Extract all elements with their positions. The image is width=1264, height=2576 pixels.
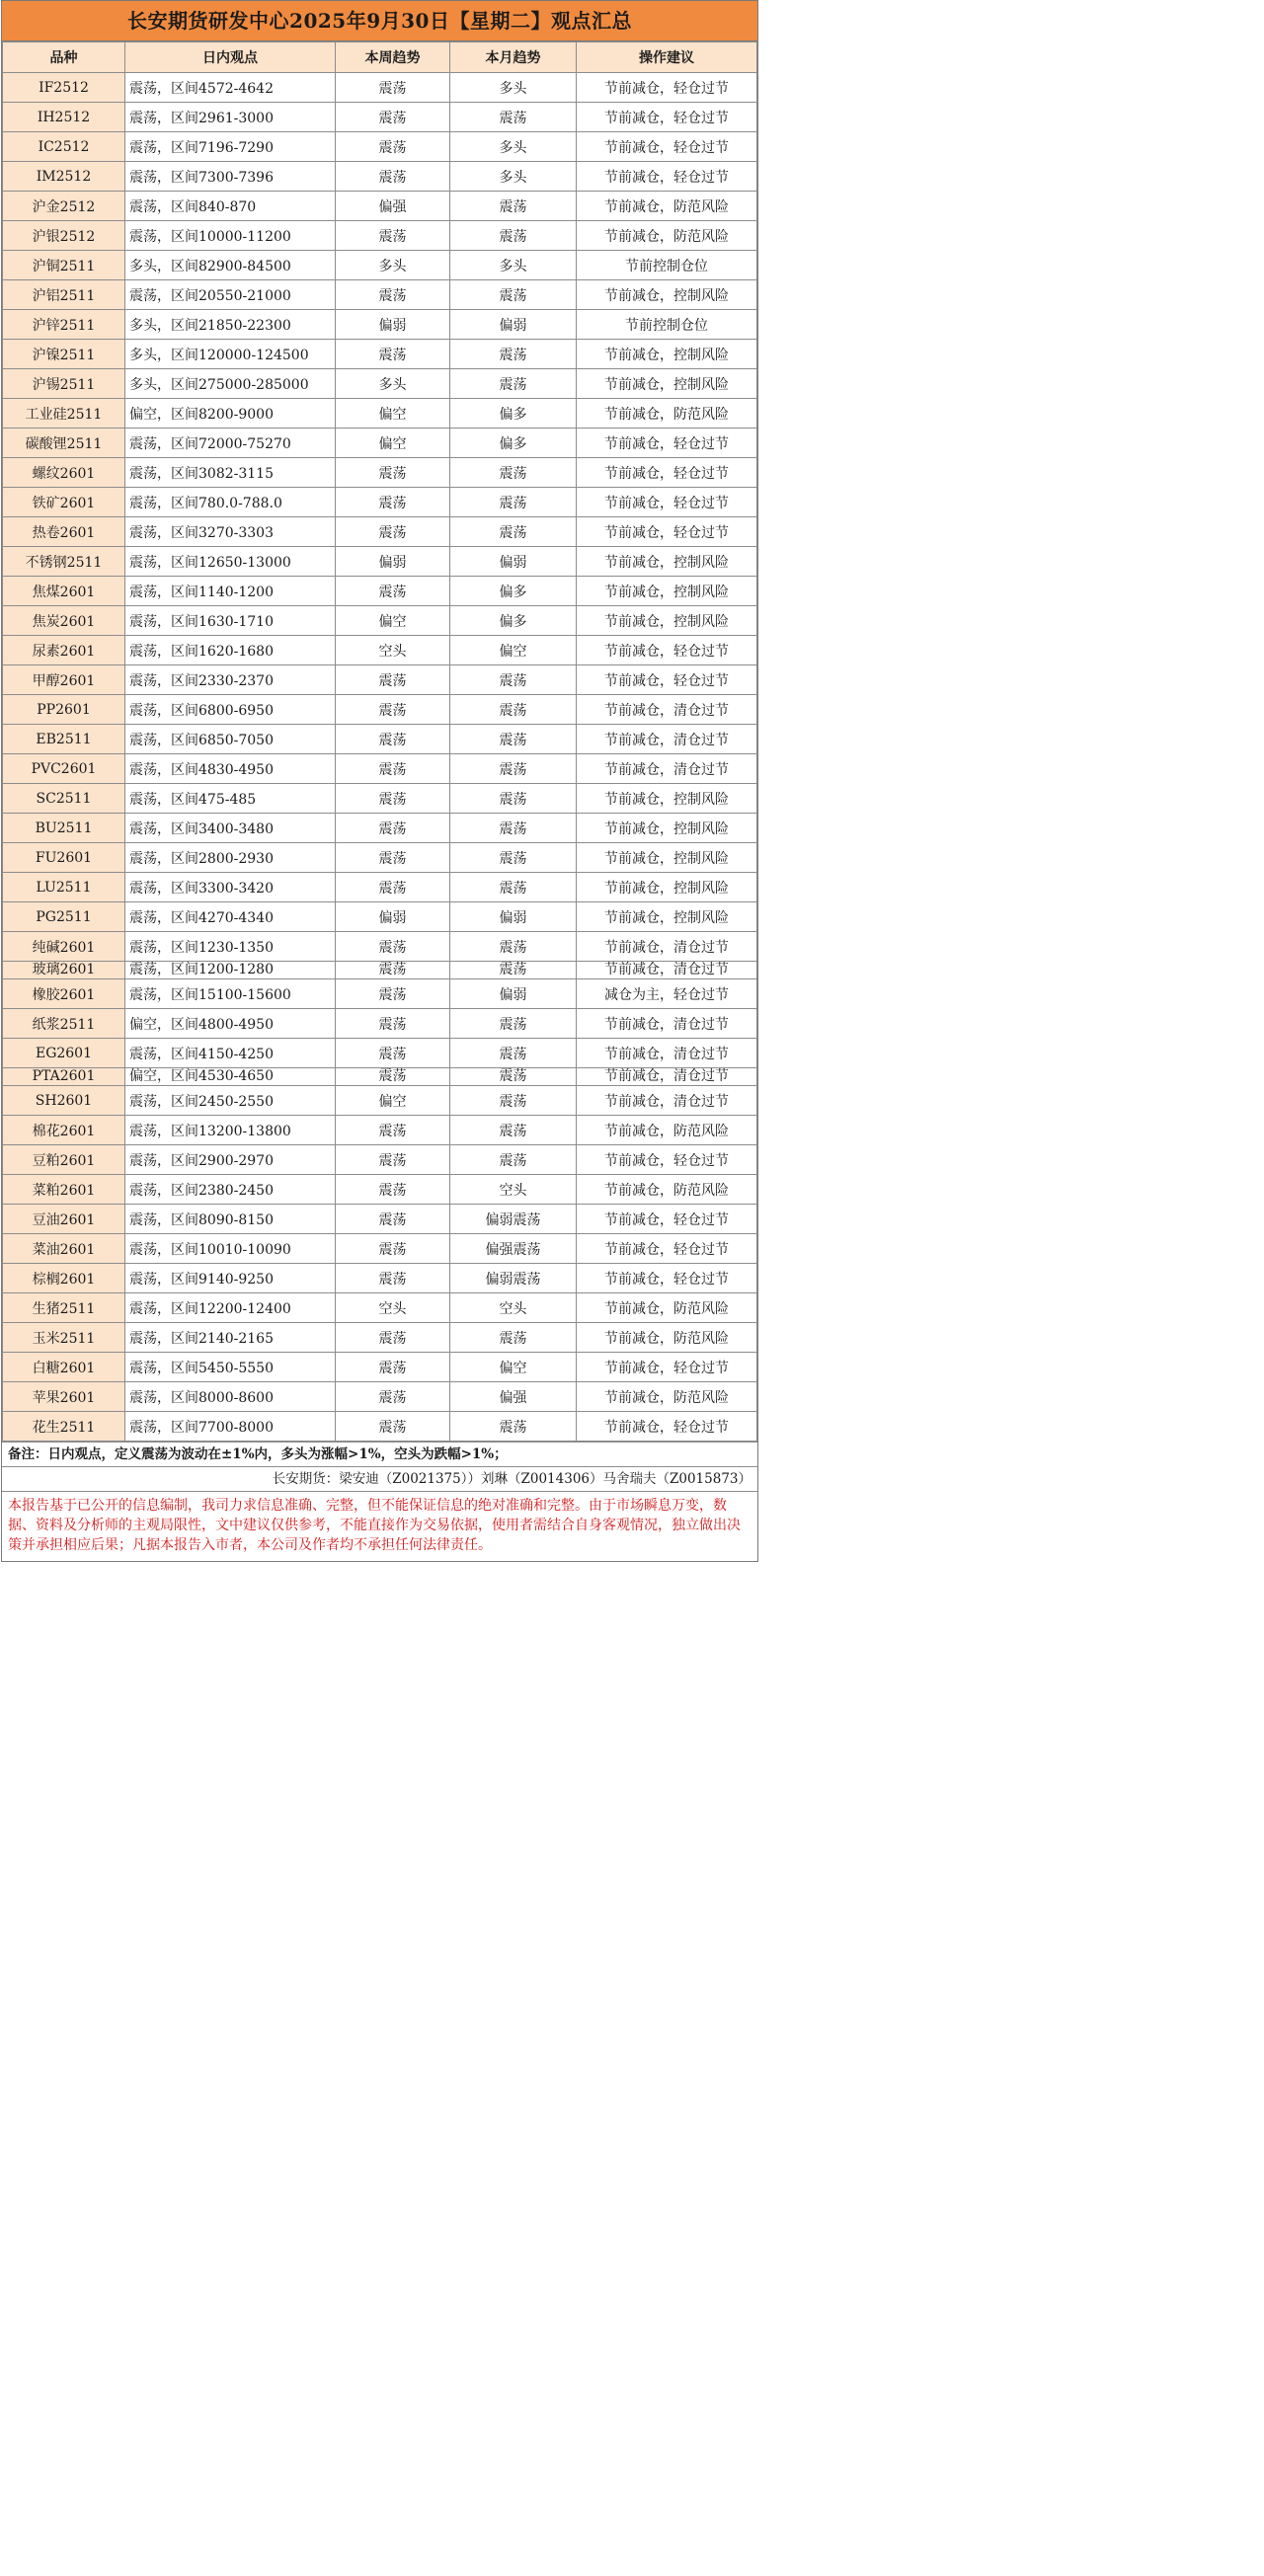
intraday-view-cell: 震荡，区间4150-4250 [125,1039,336,1068]
table-row [3,1116,757,1145]
table-row [3,1264,757,1293]
advice-cell: 节前减仓，清仓过节 [577,725,757,754]
advice-cell: 节前减仓，清仓过节 [577,695,757,725]
disclaimer: 本报告基于已公开的信息编制，我司力求信息准确、完整，但不能保证信息的绝对准确和完整。由于市场瞬息万变，数据、资料及分析师的主观局限性，文中建议仅供参考，不能直接作为交易依据，使用者需结合自身客观情况，独立做出决策并承担相应后果；凡据本报告入市者，本公司及作者均不承担任何法律责任。 [2,1491,757,1561]
footnote: 备注：日内观点，定义震荡为波动在±1%内，多头为涨幅>1%，空头为跌幅>1%； [2,1442,757,1466]
table-row [3,458,757,488]
week-trend-cell: 偏弱 [336,547,450,577]
intraday-view-cell: 多头，区间82900-84500 [125,251,336,280]
table-row [3,843,757,873]
intraday-view-cell: 震荡，区间1620-1680 [125,636,336,665]
variety-cell: EB2511 [3,725,125,754]
advice-cell: 节前减仓，防范风险 [577,221,757,251]
week-trend-cell: 震荡 [336,1175,450,1205]
week-trend-cell: 偏弱 [336,902,450,932]
table-row [3,606,757,636]
week-trend-cell: 多头 [336,369,450,399]
intraday-view-cell: 震荡，区间72000-75270 [125,429,336,458]
advice-cell: 节前减仓，控制风险 [577,814,757,843]
week-trend-cell: 震荡 [336,754,450,784]
week-trend-cell: 震荡 [336,932,450,962]
advice-cell: 节前减仓，控制风险 [577,873,757,902]
intraday-view-cell: 震荡，区间475-485 [125,784,336,814]
table-row [3,577,757,606]
advice-cell: 节前减仓，防范风险 [577,1382,757,1412]
intraday-view-cell: 震荡，区间6850-7050 [125,725,336,754]
month-trend-cell: 偏空 [450,1353,577,1382]
table-row [3,517,757,547]
table-row [3,962,757,979]
week-trend-cell: 震荡 [336,132,450,162]
table-row [3,1353,757,1382]
week-trend-cell: 震荡 [336,488,450,517]
variety-cell: IH2512 [3,103,125,132]
variety-cell: 热卷2601 [3,517,125,547]
intraday-view-cell: 震荡，区间20550-21000 [125,280,336,310]
table-row [3,162,757,192]
intraday-view-cell: 震荡，区间12650-13000 [125,547,336,577]
month-trend-cell: 震荡 [450,369,577,399]
week-trend-cell: 震荡 [336,1145,450,1175]
variety-cell: BU2511 [3,814,125,843]
intraday-view-cell: 震荡，区间10000-11200 [125,221,336,251]
week-trend-cell: 偏空 [336,399,450,429]
week-trend-cell: 震荡 [336,814,450,843]
month-trend-cell: 偏弱 [450,979,577,1009]
variety-cell: 棉花2601 [3,1116,125,1145]
intraday-view-cell: 震荡，区间8090-8150 [125,1205,336,1234]
variety-cell: 铁矿2601 [3,488,125,517]
month-trend-cell: 多头 [450,162,577,192]
week-trend-cell: 震荡 [336,962,450,979]
month-trend-cell: 震荡 [450,1323,577,1353]
variety-cell: PVC2601 [3,754,125,784]
advice-cell: 节前减仓，防范风险 [577,399,757,429]
week-trend-cell: 震荡 [336,73,450,103]
advice-cell: 节前减仓，控制风险 [577,280,757,310]
intraday-view-cell: 震荡，区间7196-7290 [125,132,336,162]
variety-cell: IM2512 [3,162,125,192]
week-trend-cell: 震荡 [336,162,450,192]
intraday-view-cell: 多头，区间21850-22300 [125,310,336,340]
advice-cell: 节前减仓，防范风险 [577,1175,757,1205]
month-trend-cell: 偏弱 [450,902,577,932]
variety-cell: 玻璃2601 [3,962,125,979]
month-trend-cell: 多头 [450,251,577,280]
month-trend-cell: 震荡 [450,814,577,843]
authors-line: 长安期货：梁安迪（Z0021375））刘琳（Z0014306）马舍瑞夫（Z0015873） [2,1466,757,1491]
intraday-view-cell: 震荡，区间4572-4642 [125,73,336,103]
outlook-table [2,41,757,1442]
week-trend-cell: 震荡 [336,1412,450,1442]
table-row [3,1068,757,1086]
month-trend-cell: 偏弱 [450,310,577,340]
variety-cell: 花生2511 [3,1412,125,1442]
table-row [3,103,757,132]
table-row [3,754,757,784]
header-variety: 品种 [3,42,125,73]
week-trend-cell: 震荡 [336,221,450,251]
month-trend-cell: 震荡 [450,873,577,902]
table-row [3,665,757,695]
intraday-view-cell: 震荡，区间2900-2970 [125,1145,336,1175]
advice-cell: 节前减仓，清仓过节 [577,1068,757,1086]
month-trend-cell: 偏弱震荡 [450,1205,577,1234]
variety-cell: 玉米2511 [3,1323,125,1353]
advice-cell: 节前减仓，轻仓过节 [577,132,757,162]
intraday-view-cell: 震荡，区间9140-9250 [125,1264,336,1293]
table-row [3,192,757,221]
advice-cell: 节前减仓，轻仓过节 [577,1264,757,1293]
intraday-view-cell: 偏空，区间4800-4950 [125,1009,336,1039]
table-row [3,695,757,725]
advice-cell: 节前减仓，防范风险 [577,1116,757,1145]
advice-cell: 节前减仓，控制风险 [577,784,757,814]
intraday-view-cell: 震荡，区间10010-10090 [125,1234,336,1264]
advice-cell: 节前减仓，控制风险 [577,902,757,932]
month-trend-cell: 震荡 [450,1009,577,1039]
variety-cell: IC2512 [3,132,125,162]
intraday-view-cell: 震荡，区间3270-3303 [125,517,336,547]
intraday-view-cell: 震荡，区间2961-3000 [125,103,336,132]
intraday-view-cell: 震荡，区间6800-6950 [125,695,336,725]
variety-cell: PP2601 [3,695,125,725]
week-trend-cell: 震荡 [336,340,450,369]
variety-cell: FU2601 [3,843,125,873]
variety-cell: 沪铜2511 [3,251,125,280]
advice-cell: 节前减仓，轻仓过节 [577,517,757,547]
advice-cell: 节前减仓，控制风险 [577,369,757,399]
table-row [3,399,757,429]
advice-cell: 节前减仓，轻仓过节 [577,665,757,695]
month-trend-cell: 空头 [450,1293,577,1323]
week-trend-cell: 震荡 [336,1039,450,1068]
week-trend-cell: 震荡 [336,725,450,754]
advice-cell: 节前减仓，清仓过节 [577,1039,757,1068]
header-intraday-view: 日内观点 [125,42,336,73]
variety-cell: EG2601 [3,1039,125,1068]
intraday-view-cell: 震荡，区间15100-15600 [125,979,336,1009]
advice-cell: 节前减仓，清仓过节 [577,962,757,979]
month-trend-cell: 震荡 [450,221,577,251]
variety-cell: 尿素2601 [3,636,125,665]
intraday-view-cell: 震荡，区间3082-3115 [125,458,336,488]
table-row [3,873,757,902]
advice-cell: 节前控制仓位 [577,251,757,280]
intraday-view-cell: 震荡，区间2800-2930 [125,843,336,873]
advice-cell: 节前减仓，控制风险 [577,577,757,606]
month-trend-cell: 震荡 [450,488,577,517]
variety-cell: 沪银2512 [3,221,125,251]
advice-cell: 节前减仓，清仓过节 [577,1086,757,1116]
month-trend-cell: 偏强 [450,1382,577,1412]
table-row [3,369,757,399]
month-trend-cell: 震荡 [450,932,577,962]
variety-cell: 菜油2601 [3,1234,125,1264]
intraday-view-cell: 震荡，区间2380-2450 [125,1175,336,1205]
week-trend-cell: 偏空 [336,1086,450,1116]
week-trend-cell: 震荡 [336,517,450,547]
advice-cell: 节前减仓，轻仓过节 [577,636,757,665]
table-row [3,1382,757,1412]
advice-cell: 节前减仓，轻仓过节 [577,1145,757,1175]
month-trend-cell: 震荡 [450,843,577,873]
advice-cell: 节前减仓，清仓过节 [577,932,757,962]
advice-cell: 节前减仓，清仓过节 [577,1009,757,1039]
intraday-view-cell: 震荡，区间2330-2370 [125,665,336,695]
advice-cell: 节前减仓，防范风险 [577,1293,757,1323]
month-trend-cell: 震荡 [450,1068,577,1086]
month-trend-cell: 多头 [450,132,577,162]
intraday-view-cell: 震荡，区间13200-13800 [125,1116,336,1145]
table-row [3,1086,757,1116]
table-row [3,1323,757,1353]
month-trend-cell: 震荡 [450,1145,577,1175]
week-trend-cell: 震荡 [336,1264,450,1293]
advice-cell: 节前控制仓位 [577,310,757,340]
advice-cell: 节前减仓，控制风险 [577,606,757,636]
advice-cell: 节前减仓，轻仓过节 [577,162,757,192]
table-row [3,310,757,340]
intraday-view-cell: 震荡，区间4270-4340 [125,902,336,932]
variety-cell: 白糖2601 [3,1353,125,1382]
month-trend-cell: 震荡 [450,280,577,310]
advice-cell: 节前减仓，轻仓过节 [577,1234,757,1264]
month-trend-cell: 震荡 [450,1039,577,1068]
intraday-view-cell: 震荡，区间7300-7396 [125,162,336,192]
intraday-view-cell: 震荡，区间7700-8000 [125,1412,336,1442]
intraday-view-cell: 震荡，区间5450-5550 [125,1353,336,1382]
variety-cell: 菜粕2601 [3,1175,125,1205]
week-trend-cell: 震荡 [336,979,450,1009]
month-trend-cell: 空头 [450,1175,577,1205]
advice-cell: 节前减仓，控制风险 [577,547,757,577]
week-trend-cell: 偏强 [336,192,450,221]
month-trend-cell: 震荡 [450,665,577,695]
table-body [3,73,757,1442]
week-trend-cell: 震荡 [336,103,450,132]
header-month-trend: 本月趋势 [450,42,577,73]
variety-cell: 不锈钢2511 [3,547,125,577]
table-row [3,902,757,932]
report-title: 长安期货研发中心2025年9月30日【星期二】观点汇总 [2,1,757,41]
intraday-view-cell: 震荡，区间3300-3420 [125,873,336,902]
advice-cell: 节前减仓，轻仓过节 [577,1353,757,1382]
table-header-row [3,42,757,73]
variety-cell: 棕榈2601 [3,1264,125,1293]
week-trend-cell: 偏空 [336,429,450,458]
intraday-view-cell: 多头，区间120000-124500 [125,340,336,369]
intraday-view-cell: 震荡，区间2140-2165 [125,1323,336,1353]
month-trend-cell: 震荡 [450,192,577,221]
advice-cell: 节前减仓，控制风险 [577,843,757,873]
month-trend-cell: 震荡 [450,725,577,754]
variety-cell: 工业硅2511 [3,399,125,429]
week-trend-cell: 震荡 [336,784,450,814]
table-row [3,814,757,843]
table-row [3,251,757,280]
advice-cell: 节前减仓，轻仓过节 [577,103,757,132]
table-row [3,636,757,665]
month-trend-cell: 多头 [450,73,577,103]
week-trend-cell: 震荡 [336,843,450,873]
month-trend-cell: 震荡 [450,1086,577,1116]
month-trend-cell: 震荡 [450,1412,577,1442]
table-row [3,488,757,517]
week-trend-cell: 震荡 [336,280,450,310]
report-sheet [1,0,758,1562]
table-row [3,547,757,577]
week-trend-cell: 震荡 [336,1234,450,1264]
variety-cell: 纯碱2601 [3,932,125,962]
table-row [3,340,757,369]
intraday-view-cell: 多头，区间275000-285000 [125,369,336,399]
week-trend-cell: 震荡 [336,1068,450,1086]
variety-cell: 橡胶2601 [3,979,125,1009]
header-advice: 操作建议 [577,42,757,73]
variety-cell: PTA2601 [3,1068,125,1086]
header-week-trend: 本周趋势 [336,42,450,73]
variety-cell: IF2512 [3,73,125,103]
month-trend-cell: 偏弱 [450,547,577,577]
table-row [3,1234,757,1264]
advice-cell: 节前减仓，轻仓过节 [577,1205,757,1234]
intraday-view-cell: 震荡，区间4830-4950 [125,754,336,784]
week-trend-cell: 偏弱 [336,310,450,340]
variety-cell: 豆粕2601 [3,1145,125,1175]
table-row [3,1175,757,1205]
week-trend-cell: 震荡 [336,1116,450,1145]
month-trend-cell: 偏强震荡 [450,1234,577,1264]
variety-cell: 焦炭2601 [3,606,125,636]
intraday-view-cell: 震荡，区间1230-1350 [125,932,336,962]
variety-cell: SC2511 [3,784,125,814]
table-row [3,429,757,458]
table-row [3,1009,757,1039]
month-trend-cell: 偏空 [450,636,577,665]
week-trend-cell: 震荡 [336,1353,450,1382]
week-trend-cell: 震荡 [336,577,450,606]
month-trend-cell: 震荡 [450,784,577,814]
intraday-view-cell: 震荡，区间8000-8600 [125,1382,336,1412]
advice-cell: 减仓为主，轻仓过节 [577,979,757,1009]
month-trend-cell: 偏弱震荡 [450,1264,577,1293]
week-trend-cell: 空头 [336,636,450,665]
table-row [3,221,757,251]
advice-cell: 节前减仓，轻仓过节 [577,488,757,517]
variety-cell: 苹果2601 [3,1382,125,1412]
advice-cell: 节前减仓，轻仓过节 [577,429,757,458]
variety-cell: SH2601 [3,1086,125,1116]
variety-cell: 沪金2512 [3,192,125,221]
variety-cell: 沪铝2511 [3,280,125,310]
table-row [3,132,757,162]
table-row [3,73,757,103]
variety-cell: 生猪2511 [3,1293,125,1323]
table-row [3,725,757,754]
variety-cell: 沪锌2511 [3,310,125,340]
week-trend-cell: 震荡 [336,695,450,725]
table-row [3,784,757,814]
month-trend-cell: 偏多 [450,577,577,606]
advice-cell: 节前减仓，防范风险 [577,1323,757,1353]
week-trend-cell: 震荡 [336,1382,450,1412]
week-trend-cell: 震荡 [336,1205,450,1234]
advice-cell: 节前减仓，清仓过节 [577,754,757,784]
week-trend-cell: 空头 [336,1293,450,1323]
month-trend-cell: 震荡 [450,962,577,979]
intraday-view-cell: 震荡，区间780.0-788.0 [125,488,336,517]
variety-cell: 碳酸锂2511 [3,429,125,458]
advice-cell: 节前减仓，控制风险 [577,340,757,369]
week-trend-cell: 震荡 [336,1323,450,1353]
variety-cell: 焦煤2601 [3,577,125,606]
table-row [3,1293,757,1323]
week-trend-cell: 震荡 [336,1009,450,1039]
intraday-view-cell: 偏空，区间4530-4650 [125,1068,336,1086]
week-trend-cell: 震荡 [336,458,450,488]
table-row [3,979,757,1009]
week-trend-cell: 震荡 [336,873,450,902]
variety-cell: PG2511 [3,902,125,932]
intraday-view-cell: 震荡，区间3400-3480 [125,814,336,843]
month-trend-cell: 偏多 [450,429,577,458]
variety-cell: 甲醇2601 [3,665,125,695]
intraday-view-cell: 偏空，区间8200-9000 [125,399,336,429]
advice-cell: 节前减仓，轻仓过节 [577,1412,757,1442]
month-trend-cell: 震荡 [450,695,577,725]
month-trend-cell: 震荡 [450,458,577,488]
week-trend-cell: 偏空 [336,606,450,636]
month-trend-cell: 震荡 [450,103,577,132]
month-trend-cell: 震荡 [450,1116,577,1145]
table-row [3,932,757,962]
table-row [3,1412,757,1442]
table-row [3,1145,757,1175]
advice-cell: 节前减仓，轻仓过节 [577,73,757,103]
variety-cell: 纸浆2511 [3,1009,125,1039]
week-trend-cell: 震荡 [336,665,450,695]
table-row [3,1205,757,1234]
table-row [3,1039,757,1068]
intraday-view-cell: 震荡，区间12200-12400 [125,1293,336,1323]
intraday-view-cell: 震荡，区间1200-1280 [125,962,336,979]
variety-cell: 沪镍2511 [3,340,125,369]
month-trend-cell: 震荡 [450,754,577,784]
month-trend-cell: 偏多 [450,399,577,429]
intraday-view-cell: 震荡，区间840-870 [125,192,336,221]
week-trend-cell: 多头 [336,251,450,280]
intraday-view-cell: 震荡，区间1630-1710 [125,606,336,636]
month-trend-cell: 震荡 [450,517,577,547]
table-row [3,280,757,310]
variety-cell: 螺纹2601 [3,458,125,488]
intraday-view-cell: 震荡，区间1140-1200 [125,577,336,606]
month-trend-cell: 震荡 [450,340,577,369]
advice-cell: 节前减仓，防范风险 [577,192,757,221]
month-trend-cell: 偏多 [450,606,577,636]
intraday-view-cell: 震荡，区间2450-2550 [125,1086,336,1116]
variety-cell: 豆油2601 [3,1205,125,1234]
variety-cell: 沪锡2511 [3,369,125,399]
advice-cell: 节前减仓，轻仓过节 [577,458,757,488]
variety-cell: LU2511 [3,873,125,902]
